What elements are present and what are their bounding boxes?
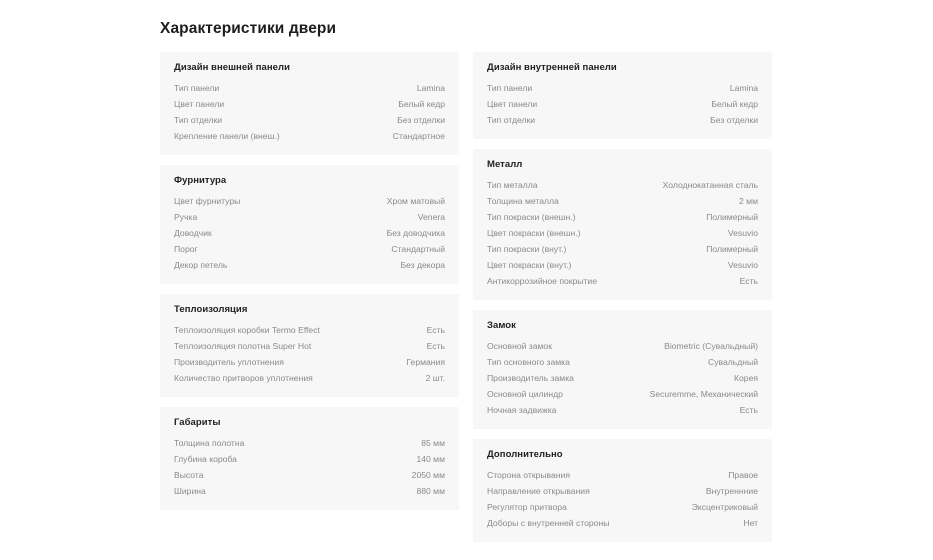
spec-row [487, 273, 758, 289]
spec-label: Цвет фурнитуры [174, 196, 241, 206]
spec-value: Без декора [400, 260, 445, 270]
spec-label: Доводчик [174, 228, 212, 238]
spec-value: 140 мм [416, 454, 445, 464]
spec-row [174, 193, 445, 209]
spec-block-title: Дизайн внешней панели [174, 62, 290, 73]
spec-row [487, 402, 758, 418]
spec-label: Порог [174, 244, 198, 254]
spec-row [174, 467, 445, 483]
spec-row [487, 338, 758, 354]
spec-value: Без доводчика [386, 228, 445, 238]
spec-value: 2 шт. [425, 373, 445, 383]
spec-row [174, 370, 445, 386]
spec-row [487, 257, 758, 273]
spec-row [174, 96, 445, 112]
spec-label: Тип панели [487, 83, 533, 93]
spec-row [174, 128, 445, 144]
spec-row [487, 467, 758, 483]
spec-value: Biometric (Сувальдный) [664, 341, 758, 351]
spec-block [473, 439, 772, 542]
spec-row [174, 241, 445, 257]
spec-value: 2050 мм [411, 470, 445, 480]
spec-block-title: Металл [487, 159, 523, 170]
spec-row [487, 225, 758, 241]
spec-row [174, 451, 445, 467]
spec-label: Тип металла [487, 180, 538, 190]
spec-label: Цвет панели [174, 99, 225, 109]
spec-label: Сторона открывания [487, 470, 570, 480]
spec-value: Venera [417, 212, 445, 222]
spec-label: Производитель уплотнения [174, 357, 284, 367]
spec-label: Количество притворов уплотнения [174, 373, 313, 383]
spec-value: Есть [426, 325, 445, 335]
spec-label: Глубина короба [174, 454, 237, 464]
spec-value: Эксцентриковый [691, 502, 758, 512]
spec-label: Тип панели [174, 83, 220, 93]
spec-value: Без отделки [710, 115, 758, 125]
spec-row [174, 354, 445, 370]
spec-row [487, 483, 758, 499]
spec-row [487, 112, 758, 128]
spec-label: Антикоррозийное покрытие [487, 276, 597, 286]
spec-block [473, 52, 772, 139]
spec-block-title: Замок [487, 320, 516, 331]
page-title: Характеристики двери [160, 20, 337, 38]
spec-label: Производитель замка [487, 373, 574, 383]
spec-value: Правое [728, 470, 758, 480]
spec-value: 880 мм [416, 486, 445, 496]
spec-value: Без отделки [397, 115, 445, 125]
spec-row [174, 322, 445, 338]
spec-value: Securemme, Механический [649, 389, 758, 399]
spec-value: Белый кедр [711, 99, 758, 109]
spec-value: Белый кедр [398, 99, 445, 109]
spec-label: Регулятор притвора [487, 502, 567, 512]
spec-value: Корея [734, 373, 758, 383]
spec-value: Внутреннние [705, 486, 758, 496]
spec-value: Полимерный [706, 212, 758, 222]
spec-label: Цвет покраски (внешн.) [487, 228, 581, 238]
spec-value: Vesuvio [727, 228, 758, 238]
spec-label: Ручка [174, 212, 198, 222]
spec-value: Стандартное [392, 131, 445, 141]
spec-block-title: Теплоизоляция [174, 304, 248, 315]
spec-row [487, 96, 758, 112]
spec-label: Ночная задвижка [487, 405, 557, 415]
spec-block [160, 407, 459, 510]
spec-row [487, 370, 758, 386]
spec-label: Тип покраски (внут.) [487, 244, 567, 254]
spec-value: Lamina [729, 83, 758, 93]
spec-row [174, 435, 445, 451]
spec-block [473, 310, 772, 429]
spec-block [473, 149, 772, 300]
spec-row [174, 225, 445, 241]
spec-row [487, 241, 758, 257]
spec-row [174, 209, 445, 225]
spec-label: Толщина полотна [174, 438, 245, 448]
spec-label: Ширина [174, 486, 206, 496]
spec-row [174, 483, 445, 499]
left-column [160, 52, 459, 510]
spec-row [174, 80, 445, 96]
spec-label: Тип отделки [174, 115, 223, 125]
spec-value: Нет [743, 518, 758, 528]
spec-label: Цвет панели [487, 99, 538, 109]
spec-row [487, 177, 758, 193]
spec-row [174, 257, 445, 273]
spec-row [487, 193, 758, 209]
spec-value: Хром матовый [386, 196, 445, 206]
spec-label: Теплоизоляция коробки Termo Effect [174, 325, 320, 335]
spec-value: Стандартный [391, 244, 445, 254]
spec-label: Тип основного замка [487, 357, 570, 367]
spec-block [160, 52, 459, 155]
spec-row [174, 338, 445, 354]
spec-value: Полимерный [706, 244, 758, 254]
spec-value: Сувальдный [708, 357, 758, 367]
spec-value: Есть [739, 276, 758, 286]
spec-label: Основной замок [487, 341, 552, 351]
spec-block [160, 165, 459, 284]
spec-row [487, 499, 758, 515]
spec-label: Толщина металла [487, 196, 559, 206]
spec-label: Теплоизоляция полотна Super Hot [174, 341, 312, 351]
spec-block-title: Фурнитура [174, 175, 227, 186]
spec-block-title: Дизайн внутренней панели [487, 62, 617, 73]
spec-row [487, 386, 758, 402]
spec-label: Направление открывания [487, 486, 590, 496]
spec-label: Крепление панели (внеш.) [174, 131, 280, 141]
spec-row [487, 209, 758, 225]
spec-label: Тип покраски (внешн.) [487, 212, 576, 222]
spec-row [487, 80, 758, 96]
spec-row [487, 354, 758, 370]
spec-value: 85 мм [421, 438, 445, 448]
spec-value: Есть [739, 405, 758, 415]
spec-label: Тип отделки [487, 115, 536, 125]
spec-block [160, 294, 459, 397]
spec-row [174, 112, 445, 128]
right-column [473, 52, 772, 542]
spec-value: Lamina [416, 83, 445, 93]
spec-value: Есть [426, 341, 445, 351]
specs-columns [160, 52, 772, 542]
spec-value: Германия [406, 357, 445, 367]
spec-value: Vesuvio [727, 260, 758, 270]
spec-block-title: Габариты [174, 417, 221, 428]
spec-value: Холоднокатанная сталь [662, 180, 758, 190]
spec-label: Доборы с внутренней стороны [487, 518, 610, 528]
spec-value: 2 мм [739, 196, 758, 206]
spec-label: Декор петель [174, 260, 228, 270]
spec-label: Высота [174, 470, 204, 480]
spec-row [487, 515, 758, 531]
spec-label: Основной цилиндр [487, 389, 563, 399]
spec-label: Цвет покраски (внут.) [487, 260, 572, 270]
spec-block-title: Дополнительно [487, 449, 563, 460]
